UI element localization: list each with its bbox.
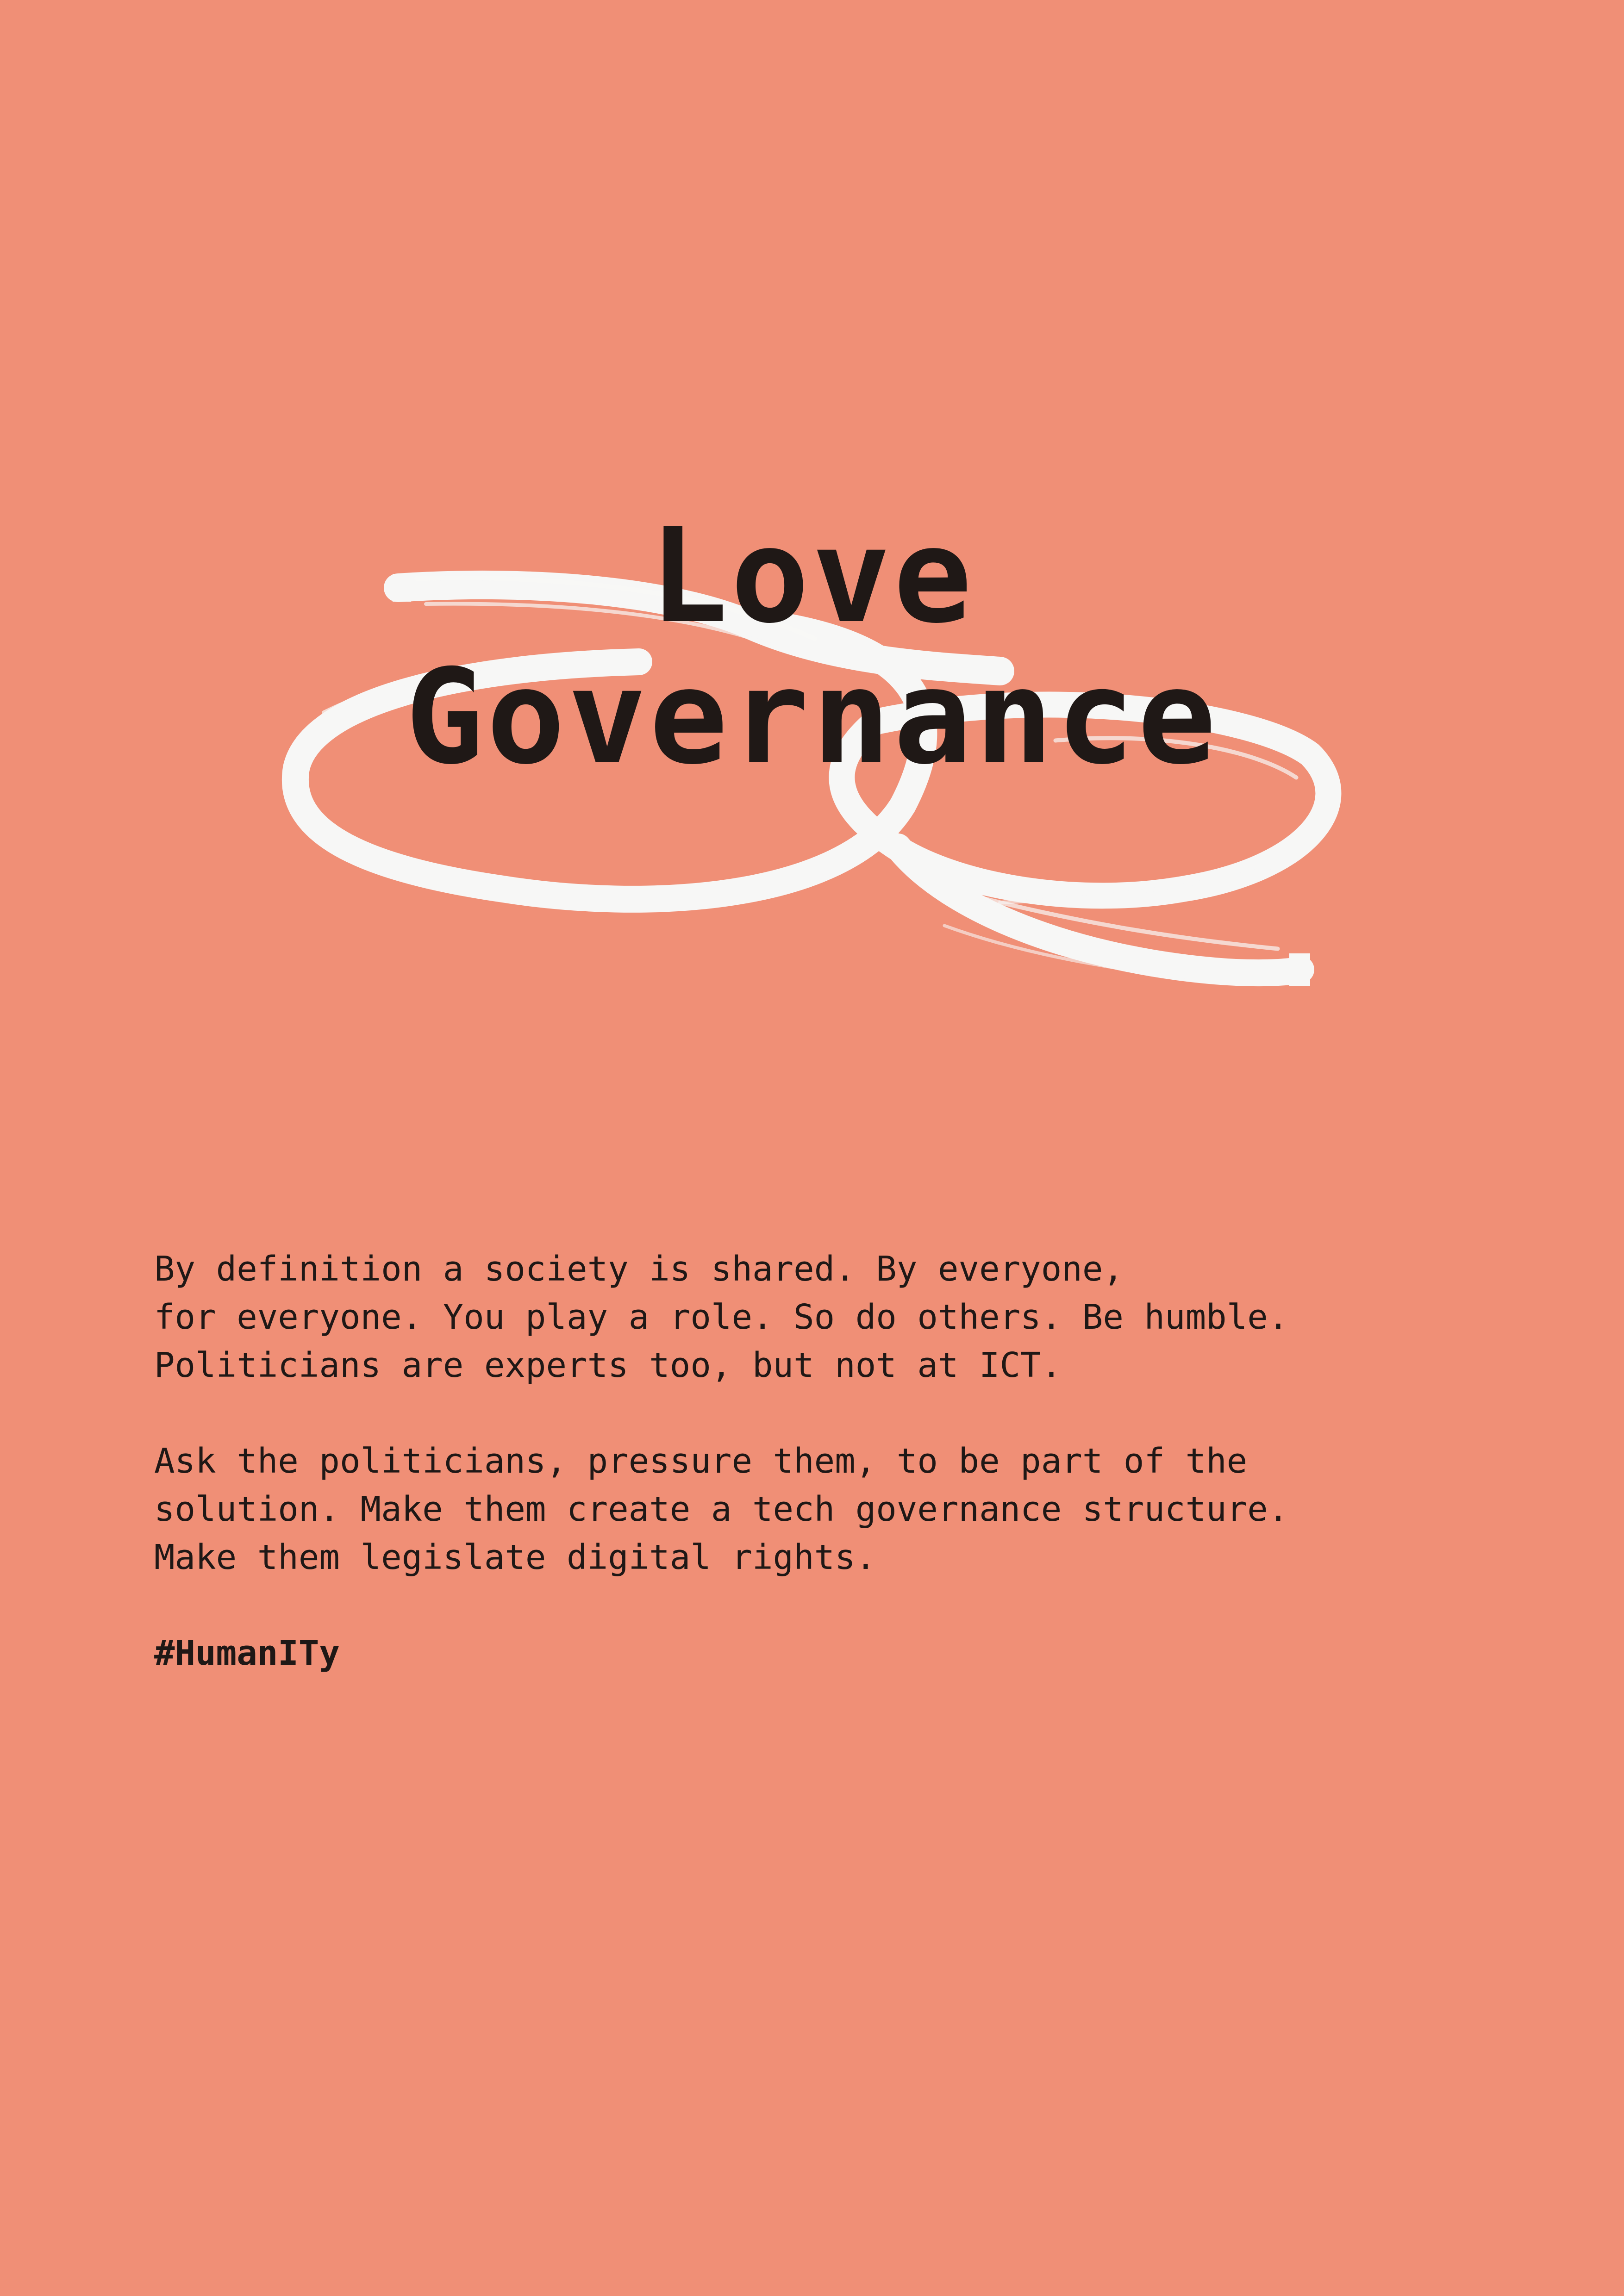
title-line-love: Love <box>649 500 975 652</box>
body-paragraph-2: Ask the politicians, pressure them, to be part of the solution. Make them create a tech governance structure. Make them legislate digital rights. <box>154 1441 1289 1577</box>
hashtag: #HumanITy <box>154 1633 340 1673</box>
body-paragraph-1: By definition a society is shared. By everyone, for everyone. You play a role. So do others. Be humble. Politicians are experts too, but not at ICT. <box>154 1249 1289 1385</box>
title-line-governance: Governance <box>405 641 1219 793</box>
